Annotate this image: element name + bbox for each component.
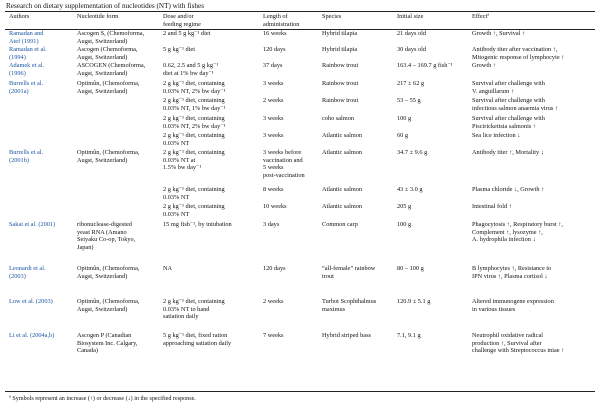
cell-species (322, 132, 362, 140)
cell-line: Atlantic salmon (322, 186, 363, 193)
cell-line: Sea lice infection ↓ (472, 132, 521, 139)
cell-line: Seiyaku Co-op, Tokyo, (77, 236, 136, 243)
cell-nucleotide-form (77, 62, 145, 77)
cell-line: satiation daily (163, 313, 199, 320)
cell-species (322, 97, 358, 105)
cell-line: ASCOGEN (Chemoforma, (77, 62, 146, 69)
cell-effect (472, 132, 520, 140)
cell-line: Survival after challenge with (472, 80, 545, 87)
cell-line: approaching satiation daily (163, 339, 232, 347)
cell-effect (472, 186, 544, 194)
cell-line: 8 weeks (263, 186, 284, 193)
cell-line: Atlantic salmon (322, 132, 363, 139)
cell-line: trout (322, 272, 334, 280)
cell-effect (472, 332, 564, 355)
cell-line: 15 mg fish⁻¹, by intubation (163, 221, 232, 228)
cell-line: Rainbow trout (322, 80, 359, 87)
footnote-text: Symbols represent an increase (↑) or decrease (↓) in the specified response. (12, 396, 196, 402)
cell-length (263, 97, 283, 105)
cell-line: 2 g kg⁻¹ diet, containing (163, 203, 225, 210)
cell-line: 0.03% NT to hand (163, 305, 210, 313)
column-header-initial-size (397, 13, 423, 21)
cell-length (263, 62, 282, 70)
cell-species (322, 62, 358, 70)
cell-line: V. anguillarum ↑ (472, 87, 515, 95)
cell-line: maximus (322, 305, 346, 313)
cell-line: yeast RNA (Amano (77, 228, 127, 236)
cell-line: Li et al. (2004a,b) (9, 332, 55, 339)
cell-effect (472, 221, 563, 244)
cell-line: Japan) (77, 243, 94, 251)
cell-line: Low et al. (2003) (9, 298, 53, 305)
cell-line: Ascogen P (Canadian (77, 332, 132, 339)
cell-line: 163.4 – 169.7 g fish⁻¹ (397, 62, 453, 69)
column-header-dose-line: Dose and/or (163, 13, 194, 20)
cell-length (263, 265, 286, 273)
cell-line: 2 and 5 g kg⁻¹ diet (163, 30, 211, 37)
cell-line: 2 g kg⁻¹ diet, containing (163, 80, 225, 87)
cell-line: 30 days old (397, 46, 427, 53)
column-header-species-line: Species (322, 13, 342, 20)
cell-dose (163, 298, 225, 321)
cell-dose (163, 186, 225, 201)
cell-dose (163, 203, 225, 218)
cell-line: Hybrid striped bass (322, 332, 371, 339)
cell-line: (2001a) (9, 87, 29, 95)
cell-line: vaccination and (263, 156, 303, 164)
cell-dose (163, 115, 225, 130)
cell-line: 0.03% NT, 2% bw day⁻¹ (163, 87, 226, 95)
cell-line: Canada) (77, 347, 98, 354)
cell-line: 7 weeks (263, 332, 284, 339)
cell-line: Ramadan et al. (9, 46, 47, 53)
cell-line: 2 g kg⁻¹ diet, containing (163, 132, 225, 139)
cell-effect (472, 203, 512, 211)
cell-line: Complement ↑, lysozyme ↑, (472, 228, 543, 236)
column-header-nucleotide-form (77, 13, 118, 21)
footnote-marker: a (9, 393, 11, 399)
cell-dose (163, 332, 231, 347)
cell-initial-size (397, 115, 411, 123)
cell-nucleotide-form (77, 80, 139, 95)
cell-line: Ramadan and (9, 30, 44, 37)
cell-line: 120.9 ± 5.1 g (397, 298, 431, 305)
cell-authors[interactable] (9, 80, 43, 95)
cell-line: coho salmon (322, 115, 355, 122)
cell-authors[interactable] (9, 265, 46, 280)
column-header-dose (163, 13, 201, 28)
cell-line: 0.62, 2.5 and 5 g kg⁻¹ (163, 62, 219, 69)
cell-length (263, 30, 287, 38)
cell-initial-size (397, 221, 411, 229)
cell-dose (163, 46, 195, 54)
cell-nucleotide-form (77, 221, 135, 251)
cell-line: infectious salmon anaemia virus ↑ (472, 104, 559, 112)
column-header-dose-line: feeding regime (163, 20, 201, 28)
cell-species (322, 298, 376, 313)
cell-line: 16 weeks (263, 30, 287, 37)
cell-line: 7.1, 9.1 g (397, 332, 421, 339)
cell-line: ribonuclease-digested (77, 221, 132, 228)
table-footnote (9, 393, 196, 402)
cell-length (263, 298, 283, 306)
cell-species (322, 30, 357, 38)
cell-line: Piscirickettsia salmonis ↑ (472, 122, 537, 130)
cell-initial-size (397, 62, 453, 70)
cell-initial-size (397, 265, 424, 273)
cell-dose (163, 221, 232, 229)
cell-length (263, 221, 279, 229)
cell-length (263, 132, 283, 140)
cell-line: Antibody titer after vaccination ↑, (472, 46, 558, 53)
cell-line: 37 days (263, 62, 283, 69)
cell-authors[interactable] (9, 149, 43, 164)
cell-species (322, 203, 362, 211)
cell-line: Intestinal fold ↑ (472, 203, 512, 210)
cell-line: Antibody titer ↑, Mortality ↓ (472, 149, 544, 156)
cell-line: Augst, Switzerland) (77, 272, 128, 280)
cell-line: 100 g (397, 221, 412, 228)
cell-species (322, 332, 371, 340)
cell-line: Optimûn, (Chemoforma, (77, 149, 140, 156)
cell-line: Augst, Switzerland) (77, 37, 128, 45)
cell-line: 0.03% NT at (163, 156, 196, 164)
cell-species (322, 149, 362, 157)
column-header-nucleotide-form-line: Nucleotide form (77, 13, 119, 20)
cell-nucleotide-form (77, 30, 144, 45)
cell-line: 3 weeks (263, 132, 284, 139)
cell-line: Ascogen (Chemoforma, (77, 46, 138, 53)
cell-line: Rainbow trout (322, 97, 359, 104)
cell-line: 120 days (263, 265, 286, 272)
cell-line: Atlantic salmon (322, 203, 363, 210)
cell-line: 3 weeks (263, 115, 284, 122)
cell-line: 2 weeks (263, 97, 284, 104)
cell-effect (472, 115, 545, 130)
cell-line: Common carp (322, 221, 358, 228)
cell-line: Rainbow trout (322, 62, 359, 69)
cell-dose (163, 62, 218, 77)
cell-nucleotide-form (77, 149, 139, 164)
cell-effect (472, 149, 544, 157)
cell-line: 5 weeks (263, 164, 284, 171)
cell-length (263, 149, 305, 179)
cell-nucleotide-form (77, 332, 137, 355)
cell-line: Augst, Switzerland) (77, 305, 128, 313)
cell-initial-size (397, 203, 411, 211)
cell-line: Growth ↑ (472, 62, 496, 69)
cell-authors[interactable] (9, 30, 43, 45)
cell-nucleotide-form (77, 298, 139, 313)
cell-line: Augst, Switzerland) (77, 53, 128, 61)
cell-line: NA (163, 265, 173, 272)
cell-line: 2 g kg⁻¹ diet, containing (163, 97, 225, 104)
column-header-species (322, 13, 341, 21)
cell-species (322, 80, 358, 88)
cell-line: 5 g kg⁻¹ diet, fixed ration (163, 332, 228, 339)
cell-dose (163, 97, 225, 112)
cell-line: challenge with Streptococcus iniae ↑ (472, 347, 565, 354)
column-header-initial-size-line: Initial size (397, 13, 424, 20)
cell-line: Sakai et al. (2001) (9, 221, 56, 228)
cell-line: 217 ± 62 g (397, 80, 425, 87)
column-header-authors-line: Authors (9, 13, 30, 20)
cell-line: “all-female” rainbow (322, 265, 376, 272)
cell-length (263, 80, 283, 88)
cell-line: 2 g kg⁻¹ diet, containing (163, 186, 225, 193)
cell-line: Augst, Switzerland) (77, 156, 128, 164)
cell-line: post-vaccination (263, 171, 305, 179)
cell-line: Atef (1991) (9, 37, 39, 45)
cell-line: Burrells et al. (9, 80, 44, 87)
column-header-effect (472, 13, 489, 21)
cell-line: Turbot Scophthalmus (322, 298, 377, 305)
cell-line: 0.03% NT, 2% bw day⁻¹ (163, 122, 226, 130)
table-caption: Research on dietary supplementation of nucleotides (NT) with fishes (6, 2, 205, 10)
cell-length (263, 115, 283, 123)
cell-line: 10 weeks (263, 203, 287, 210)
column-header-length (263, 13, 299, 28)
cell-line: 0.03% NT (163, 193, 190, 201)
cell-initial-size (397, 298, 430, 306)
cell-initial-size (397, 149, 427, 157)
cell-line: Optimûn, (Chemoforma, (77, 80, 140, 87)
cell-authors[interactable] (9, 62, 44, 77)
cell-initial-size (397, 30, 426, 38)
cell-line: (2001b) (9, 156, 29, 164)
cell-line: 3 weeks (263, 80, 284, 87)
cell-line: Biosystem Inc. Calgary, (77, 339, 138, 347)
cell-dose (163, 149, 225, 172)
effect-footnote-marker: a (487, 11, 490, 17)
cell-line: 0.03% NT (163, 139, 190, 147)
cell-line: Altered immunogene expression (472, 298, 554, 305)
cell-line: 60 g (397, 132, 409, 139)
cell-effect (472, 80, 545, 95)
cell-length (263, 186, 283, 194)
cell-initial-size (397, 132, 408, 140)
cell-line: 2 g kg⁻¹ diet, containing (163, 298, 225, 305)
cell-line: (2003) (9, 272, 26, 280)
cell-nucleotide-form (77, 46, 138, 61)
cell-line: Survival after challenge with (472, 115, 545, 122)
cell-line: diet at 1% bw day⁻¹ (163, 69, 214, 77)
cell-initial-size (397, 97, 421, 105)
cell-line: Survival after challenge with (472, 97, 545, 104)
cell-authors[interactable] (9, 221, 55, 229)
cell-line: B lymphocytes ↑, Resistance to (472, 265, 552, 272)
cell-species (322, 221, 358, 229)
cell-effect (472, 97, 558, 112)
cell-line: Mitogenic response of lymphocyte ↑ (472, 53, 565, 61)
cell-line: 5 g kg⁻¹ diet (163, 46, 195, 53)
top-rule (5, 11, 595, 12)
cell-line: (1994) (9, 53, 26, 61)
cell-line: Leonardi et al. (9, 265, 46, 272)
cell-length (263, 332, 283, 340)
cell-line: Augst, Switzerland) (77, 69, 128, 77)
cell-length (263, 46, 286, 54)
cell-authors[interactable] (9, 46, 47, 61)
cell-dose (163, 265, 172, 273)
cell-effect (472, 62, 496, 70)
cell-effect (472, 46, 564, 61)
cell-line: Optimûn, (Chemoforma, (77, 265, 140, 272)
cell-line: Augst, Switzerland) (77, 87, 128, 95)
cell-line: in various tissues (472, 305, 516, 313)
cell-species (322, 186, 362, 194)
cell-line: 53 – 55 g (397, 97, 421, 104)
cell-species (322, 46, 357, 54)
cell-line: 80 – 100 g (397, 265, 424, 272)
cell-line: Hybrid tilapia (322, 46, 358, 53)
cell-line: 205 g (397, 203, 412, 210)
cell-species (322, 265, 375, 280)
column-header-authors (9, 13, 29, 21)
cell-line: Phagocytosis ↑, Respiratory burst ↑, (472, 221, 563, 228)
cell-line: Atlantic salmon (322, 149, 363, 156)
column-header-effect-label: Effect (472, 13, 488, 20)
cell-effect (472, 30, 525, 38)
column-header-length-line: administration (263, 20, 300, 28)
cell-initial-size (397, 80, 424, 88)
cell-line: 21 days old (397, 30, 427, 37)
cell-initial-size (397, 186, 423, 194)
cell-dose (163, 30, 210, 38)
cell-authors[interactable] (9, 298, 53, 306)
cell-species (322, 115, 354, 123)
cell-authors[interactable] (9, 332, 54, 340)
cell-line: (1996) (9, 69, 26, 77)
cell-line: 43 ± 3.0 g (397, 186, 423, 193)
cell-line: 3 weeks before (263, 149, 302, 156)
cell-line: 120 days (263, 46, 286, 53)
cell-nucleotide-form (77, 265, 139, 280)
cell-line: IPN virus ↑, Plasma cortisol ↓ (472, 272, 548, 280)
cell-line: 3 days (263, 221, 280, 228)
cell-line: 2 g kg⁻¹ diet, containing (163, 149, 225, 156)
cell-length (263, 203, 287, 211)
cell-line: 1.5% bw day⁻¹ (163, 164, 202, 171)
bottom-rule (5, 391, 595, 392)
cell-line: Hybrid tilapia (322, 30, 358, 37)
cell-line: Adamek et al. (9, 62, 45, 69)
cell-dose (163, 132, 225, 147)
cell-line: 34.7 ± 9.6 g (397, 149, 428, 156)
cell-initial-size (397, 332, 421, 340)
cell-effect (472, 265, 551, 280)
cell-line: 0.03% NT, 1% bw day⁻¹ (163, 104, 226, 112)
cell-line: Plasma chloride ↓, Growth ↑ (472, 186, 545, 193)
cell-line: A. hydrophila infection ↓ (472, 236, 536, 243)
cell-line: Ascogen S, (Chemoforma, (77, 30, 145, 37)
cell-line: production ↑, Survival after (472, 339, 542, 347)
cell-line: 2 g kg⁻¹ diet, containing (163, 115, 225, 122)
cell-line: Neutrophil oxidative radical (472, 332, 543, 339)
cell-effect (472, 298, 554, 313)
cell-line: Optimûn, (Chemoforma, (77, 298, 140, 305)
cell-line: 0.03% NT (163, 210, 190, 218)
cell-line: Growth ↑, Survival ↑ (472, 30, 526, 37)
cell-line: 2 weeks (263, 298, 284, 305)
cell-dose (163, 80, 225, 95)
cell-initial-size (397, 46, 426, 54)
cell-line: Burrells et al. (9, 149, 44, 156)
column-header-length-line: Length of (263, 13, 288, 20)
cell-line: 100 g (397, 115, 412, 122)
